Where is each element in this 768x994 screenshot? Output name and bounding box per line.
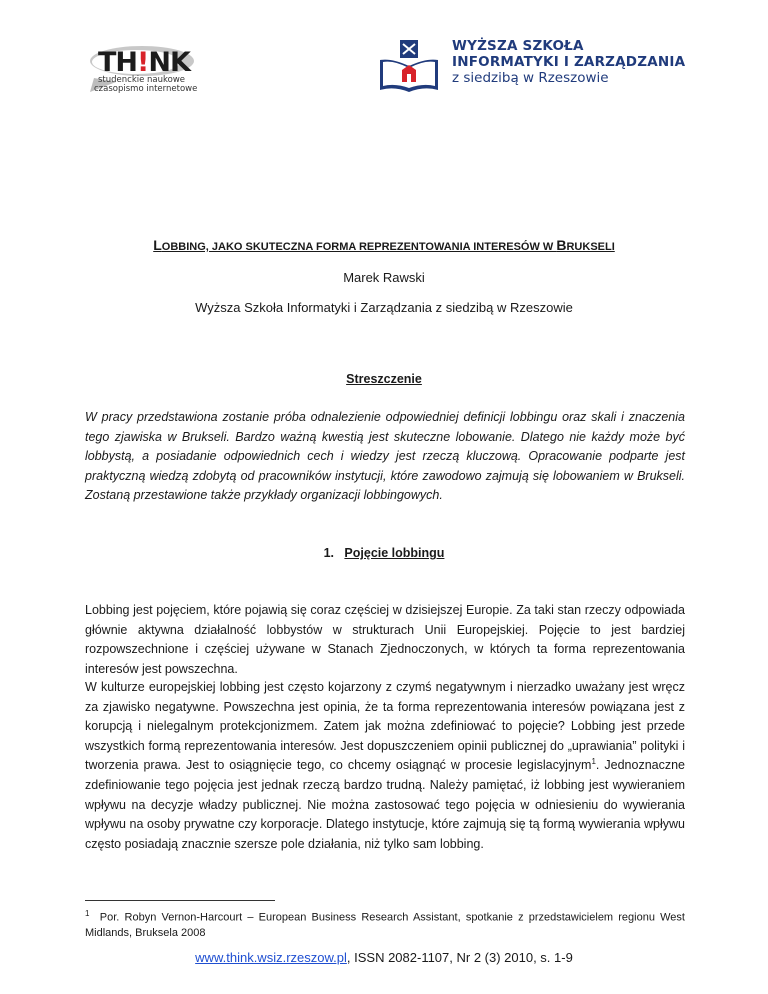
paragraph-2-text-a: W kulturze europejskiej lobbing jest często kojarzony z czymś negatywnym i nierzadko uważany jest wręcz za zjawisko negatywne. Powszechna jest opinia, że ta forma reprezentowania interesów powiązana jest z korupcją i nielegalnym protekcjonizmem. Zatem jak można zdefiniować to pojęcie? Lobbing jest przede wszystkich formą reprezentowania interesów. Jest dopuszczeniem opinii publicznej do „uprawiania” polityki i tworzenia prawa. Jest to osiągnięcie tego, co chcemy osiągnąć w procesie legislacyjnym [85, 680, 685, 773]
footer-citation: , ISSN 2082-1107, Nr 2 (3) 2010, s. 1-9 [346, 950, 573, 965]
think-tagline-2: czasopismo internetowe [94, 84, 198, 94]
think-wordmark: TH!NK [98, 47, 190, 78]
footnote-divider [85, 900, 275, 901]
paper-title [0, 237, 768, 253]
think-logo [86, 44, 206, 96]
section-heading [0, 546, 768, 560]
footnote-ref[interactable]: 1 [591, 757, 596, 767]
wsiz-logo [378, 38, 688, 94]
footnote-text: Por. Robyn Vernon-Harcourt – European Business Research Assistant, spotkanie z przedstawicielem regionu West Midlands, Bruksela 2008 [85, 911, 685, 939]
wsiz-line-1: WYŻSZA SZKOŁA [452, 38, 584, 54]
footnote-marker: 1 [85, 909, 90, 918]
wsiz-emblem-icon [378, 38, 440, 94]
abstract-text: W pracy przedstawiona zostanie próba odnalezienie odpowiedniej definicji lobbingu oraz skali i znaczenia tego zjawiska w Brukseli. Bardzo ważną kwestią jest skuteczne lobowanie. Dlatego nie każdy może być lobbystą, a posiadanie odpowiednich cech i wiedzy jest rzeczą kluczową. Opracowanie podparte jest praktyczną wiedzą zdobytą od pracowników instytucji, które zawodowo zajmują się lobowaniem w Brukseli. Zostaną przestawione także przykłady organizacji lobbingowych. [85, 410, 685, 503]
section-title: Pojęcie lobbingu [344, 546, 445, 560]
wsiz-line-3: z siedzibą w Rzeszowie [452, 70, 609, 86]
paragraph-2-text-b: . Jednoznaczne zdefiniowanie tego pojęcia jest jednak rzeczą bardzo trudną. Należy pamiętać, iż lobbing jest wywieraniem wpływu na decyzje władzy publicznej. Nie można zastosować tego pojęcia w odniesieniu do wywierania wpływu na osoby prywatne czy korporacje. Dlatego instytucje, które zajmują się tą formą wywierania wpływu często posiadają znacznie szersze pole działania, niż tylko sam lobbing. [85, 758, 685, 851]
body-paragraph-1: Lobbing jest pojęciem, które pojawią się coraz częściej w dzisiejszej Europie. Za taki stan rzeczy odpowiada głównie aktywna działalność lobbystów w strukturach Unii Europejskiej. Pojęcie to jest bardziej rozpowszechnione i częściej używane w Stanach Zjednoczonych, w których ta forma reprezentowania interesów jest powszechna. [85, 603, 685, 676]
title-rest-1: OBBING, JAKO SKUTECZNA FORMA REPREZENTOWANIA INTERESÓW W [161, 241, 557, 253]
footnote [85, 906, 685, 941]
affiliation: Wyższa Szkoła Informatyki i Zarządzania z siedzibą w Rzeszowie [195, 300, 573, 315]
title-cap-2: B [556, 237, 567, 253]
page-footer [0, 950, 768, 965]
think-tagline-1: studenckie naukowe [98, 75, 186, 85]
abstract-heading: Streszczenie [346, 372, 422, 386]
author: Marek Rawski [343, 270, 425, 285]
footer-link[interactable]: www.think.wsiz.rzeszow.pl [195, 950, 347, 965]
wsiz-name [452, 38, 685, 87]
title-rest-2: RUKSELI [566, 241, 615, 253]
title-cap-1: L [153, 237, 162, 253]
body-paragraph-2 [85, 678, 685, 854]
wsiz-line-2: INFORMATYKI I ZARZĄDZANIA [452, 54, 686, 70]
section-number: 1. [323, 546, 334, 560]
